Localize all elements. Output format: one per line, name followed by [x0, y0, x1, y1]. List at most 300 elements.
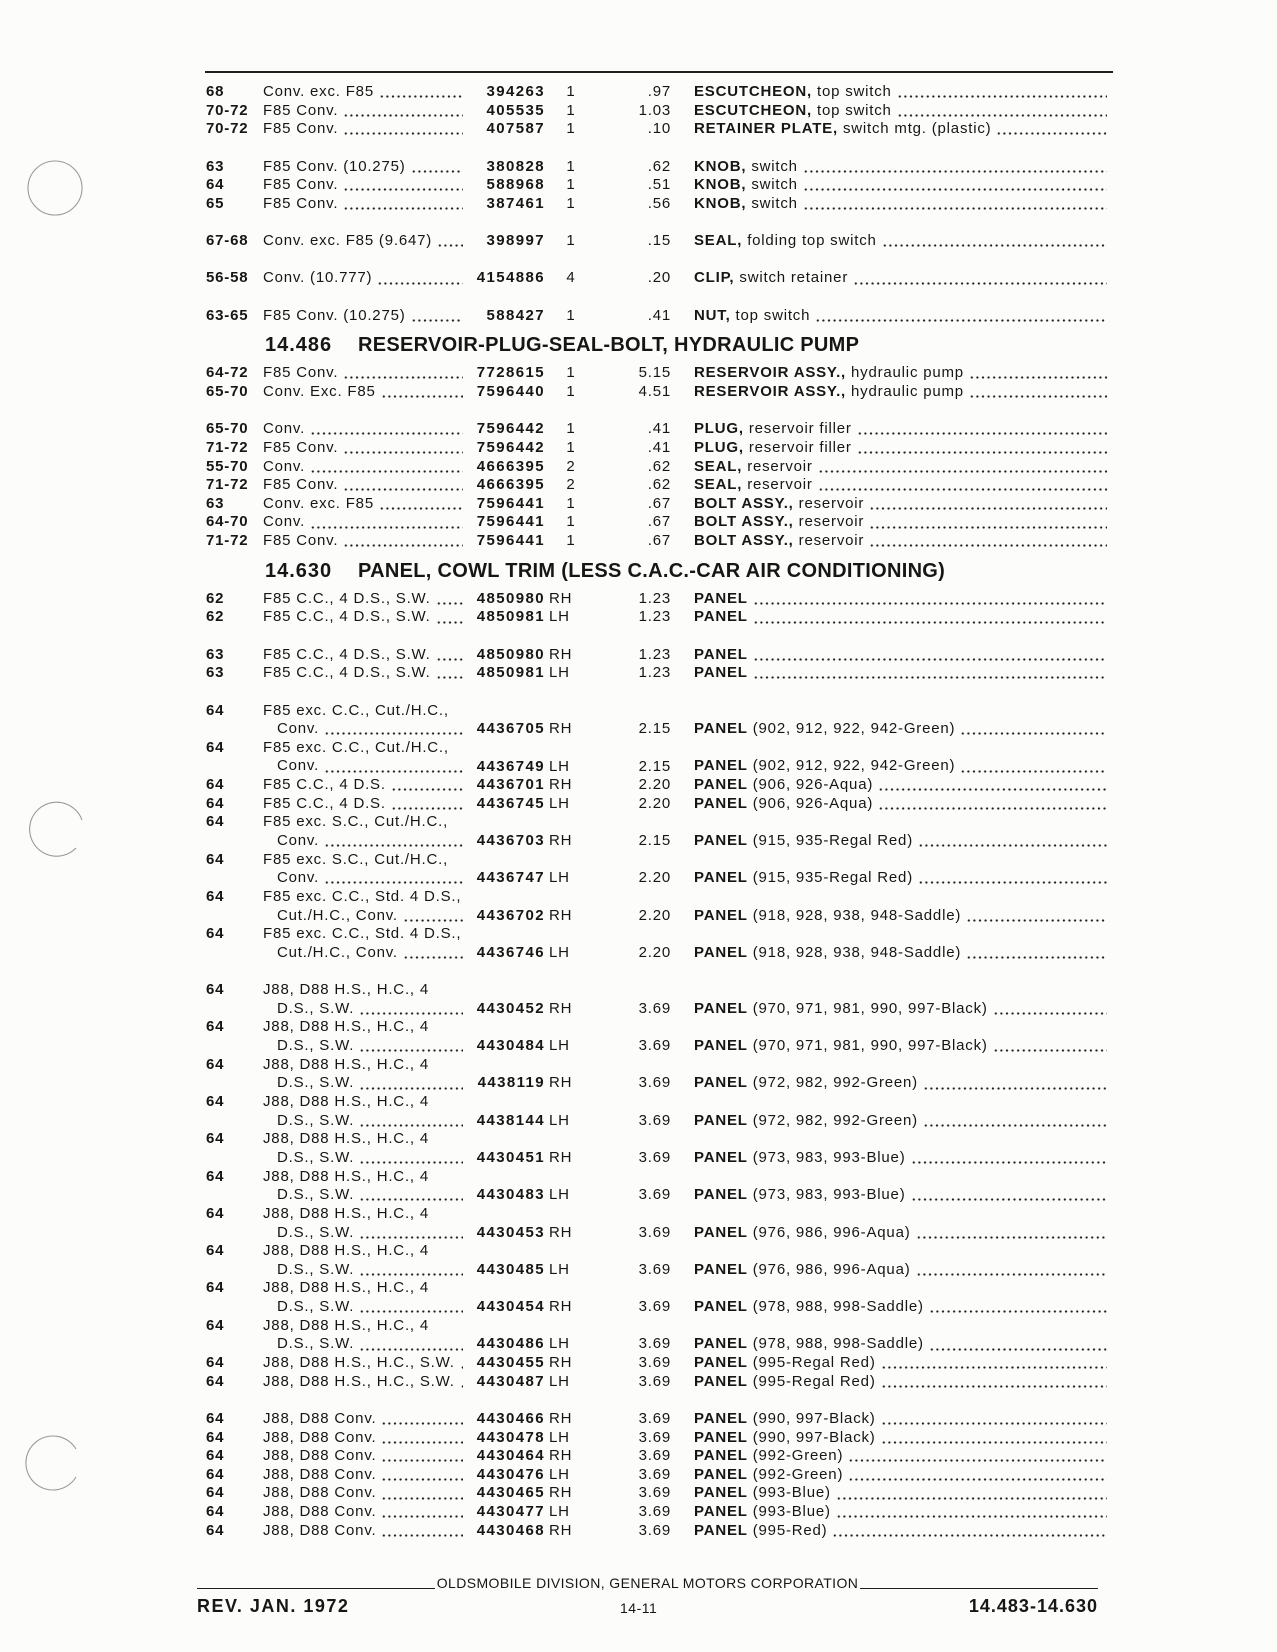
application-cell [263, 195, 463, 214]
part-name: RESERVOIR ASSY., [694, 382, 847, 400]
application-cell [277, 832, 463, 851]
price: 2.20 [638, 794, 671, 812]
price: .41 [647, 306, 671, 324]
part-name: RETAINER PLATE, [694, 120, 838, 138]
part-name-cell [694, 1373, 1107, 1392]
price: .41 [647, 438, 671, 456]
quantity: 1 [566, 306, 576, 324]
part-detail: (995-Red) [752, 1521, 828, 1539]
application-text: Conv. exc. F85 (9.647) [263, 232, 433, 250]
part-detail: (992-Green) [752, 1465, 844, 1483]
part-detail: (973, 983, 993-Blue) [752, 1148, 906, 1166]
price: 1.23 [638, 608, 671, 626]
quantity: 1 [566, 194, 576, 212]
page-number: 14-11 [620, 1600, 658, 1616]
model-year: 70-72 [206, 101, 249, 119]
part-detail: (993-Blue) [752, 1484, 831, 1502]
part-name: NUT, [694, 306, 731, 324]
part-name: BOLT ASSY., [694, 494, 794, 512]
part-number: 7596440 [476, 382, 545, 400]
parts-row [0, 813, 1277, 832]
parts-row [0, 513, 1277, 532]
parts-row [0, 1466, 1277, 1485]
model-year: 64 [206, 1428, 225, 1446]
parts-row [0, 307, 1277, 326]
price: 3.69 [638, 1148, 671, 1166]
model-year: 71-72 [206, 476, 249, 494]
part-number: 4436705 [476, 720, 545, 738]
part-name-cell [694, 1074, 1107, 1093]
part-name: KNOB, [694, 157, 747, 175]
application-text: J88, D88 Conv. [263, 1428, 377, 1446]
part-name: PANEL [694, 999, 748, 1017]
dot-leader [923, 1124, 1107, 1127]
application-cell [263, 1056, 463, 1075]
part-name: PANEL [694, 1074, 748, 1092]
dot-leader [960, 732, 1107, 735]
quantity: 1 [566, 532, 576, 550]
application-cell [263, 1093, 463, 1112]
part-name-cell [694, 1037, 1107, 1056]
application-cell [263, 383, 463, 402]
row-group [0, 702, 1277, 963]
part-number: 405535 [486, 101, 545, 119]
parts-row [0, 232, 1277, 251]
part-number: 4850980 [476, 589, 545, 607]
dot-leader [881, 1422, 1107, 1425]
quantity: 2 [566, 457, 576, 475]
application-cell [263, 1018, 463, 1037]
application-text: D.S., S.W. [277, 1148, 355, 1166]
parts-row [0, 83, 1277, 102]
row-group [0, 364, 1277, 401]
revision-date: REV. JAN. 1972 [197, 1596, 350, 1616]
parts-row [0, 1410, 1277, 1429]
part-number: 4436703 [476, 832, 545, 850]
dot-leader [381, 1441, 463, 1444]
model-year: 64 [206, 1130, 225, 1148]
price: .67 [647, 513, 671, 531]
price: 3.69 [638, 1503, 671, 1521]
row-group [0, 590, 1277, 627]
model-year: 56-58 [206, 269, 249, 287]
part-name: PANEL [694, 1428, 748, 1446]
part-number: 7596441 [476, 494, 545, 512]
model-year: 64 [206, 176, 225, 194]
price: 3.69 [638, 1372, 671, 1390]
side-indicator: RH [549, 1484, 573, 1502]
price: 2.15 [638, 720, 671, 738]
dot-leader [869, 507, 1107, 510]
application-text: F85 C.C., 4 D.S., S.W. [263, 645, 431, 663]
parts-row [0, 158, 1277, 177]
application-text: Conv. [277, 832, 320, 850]
part-detail: (972, 982, 992-Green) [752, 1074, 918, 1092]
price: 2.15 [638, 757, 671, 775]
model-year: 71-72 [206, 532, 249, 550]
dot-leader [916, 1236, 1107, 1239]
parts-row [0, 758, 1277, 777]
dot-leader [918, 844, 1107, 847]
dot-leader [359, 1310, 463, 1313]
part-number: 7596442 [476, 438, 545, 456]
dot-leader [359, 1236, 463, 1239]
dot-leader [343, 188, 463, 191]
dot-leader [310, 526, 463, 529]
part-name: PANEL [694, 1447, 748, 1465]
application-text: F85 Conv. [263, 176, 339, 194]
part-number: 4430452 [476, 999, 545, 1017]
model-year: 64 [206, 1316, 225, 1334]
parts-row [0, 888, 1277, 907]
parts-row [0, 1354, 1277, 1373]
part-name-cell [694, 476, 1107, 495]
part-name: PANEL [694, 1372, 748, 1390]
part-number: 7596442 [476, 420, 545, 438]
parts-row [0, 1429, 1277, 1448]
application-text: D.S., S.W. [277, 1186, 355, 1204]
section-header [0, 557, 1277, 585]
dot-leader [381, 1515, 463, 1518]
dot-leader [359, 1273, 463, 1276]
part-name: PANEL [694, 1353, 748, 1371]
part-number: 4666395 [476, 457, 545, 475]
part-detail: (978, 988, 998-Saddle) [752, 1335, 924, 1353]
parts-row [0, 195, 1277, 214]
parts-row [0, 869, 1277, 888]
dot-leader [878, 807, 1107, 810]
quantity: 1 [566, 120, 576, 138]
part-detail: (992-Green) [752, 1447, 844, 1465]
parts-row [0, 664, 1277, 683]
dot-leader [803, 170, 1107, 173]
parts-row [0, 1186, 1277, 1205]
part-name-cell [694, 102, 1107, 121]
part-name: PANEL [694, 1186, 748, 1204]
application-text: D.S., S.W. [277, 1335, 355, 1353]
part-detail: (990, 997-Black) [752, 1428, 876, 1446]
side-indicator: RH [549, 832, 573, 850]
application-text: F85 exc. C.C., Std. 4 D.S., [263, 887, 462, 905]
dot-leader [897, 95, 1107, 98]
part-detail: reservoir filler [748, 420, 852, 438]
part-number: 4430453 [476, 1223, 545, 1241]
part-name-cell [694, 513, 1107, 532]
application-text: J88, D88 H.S., H.C., S.W. [263, 1353, 455, 1371]
part-number: 4430485 [476, 1260, 545, 1278]
part-detail: hydraulic pump [851, 364, 964, 382]
dot-leader [832, 1534, 1107, 1537]
dot-leader [818, 470, 1107, 473]
dot-leader [853, 282, 1107, 285]
side-indicator: LH [549, 664, 570, 682]
part-detail: (976, 986, 996-Aqua) [752, 1260, 911, 1278]
side-indicator: LH [549, 1037, 570, 1055]
application-text: J88, D88 Conv. [263, 1409, 377, 1427]
quantity: 1 [566, 157, 576, 175]
part-detail: (918, 928, 938, 948-Saddle) [752, 906, 962, 924]
parts-row [0, 1018, 1277, 1037]
price: .97 [647, 83, 671, 100]
part-name: PANEL [694, 776, 748, 794]
parts-row [0, 1000, 1277, 1019]
footer-publisher-line [197, 1573, 1098, 1593]
dot-leader [969, 376, 1107, 379]
model-year: 64 [206, 1447, 225, 1465]
parts-row [0, 851, 1277, 870]
application-cell [263, 1466, 463, 1485]
application-text: J88, D88 H.S., H.C., 4 [263, 1130, 429, 1148]
part-name-cell [694, 1149, 1107, 1168]
parts-row [0, 646, 1277, 665]
part-name: PLUG, [694, 420, 744, 438]
part-detail: switch mtg. (plastic) [842, 120, 992, 138]
side-indicator: RH [549, 906, 573, 924]
side-indicator: LH [549, 1465, 570, 1483]
part-name-cell [694, 1354, 1107, 1373]
application-cell [263, 1168, 463, 1187]
quantity: 1 [566, 494, 576, 512]
model-year: 68 [206, 83, 225, 100]
quantity: 1 [566, 176, 576, 194]
top-rule [205, 71, 1113, 73]
part-name-cell [694, 439, 1107, 458]
quantity: 1 [566, 438, 576, 456]
model-year: 64-70 [206, 513, 249, 531]
dot-leader [969, 395, 1107, 398]
footer-rule-left [197, 1588, 435, 1589]
application-cell [277, 1224, 463, 1243]
application-text: J88, D88 H.S., H.C., 4 [263, 1279, 429, 1297]
parts-row [0, 1037, 1277, 1056]
price: .67 [647, 494, 671, 512]
dot-leader [818, 488, 1107, 491]
price: 3.69 [638, 1223, 671, 1241]
part-detail: (993-Blue) [752, 1503, 831, 1521]
dot-leader [857, 451, 1107, 454]
part-name: PLUG, [694, 438, 744, 456]
price: 3.69 [638, 1335, 671, 1353]
part-number: 4430486 [476, 1335, 545, 1353]
application-text: F85 Conv. [263, 364, 339, 382]
parts-row [0, 364, 1277, 383]
side-indicator: RH [549, 776, 573, 794]
row-group [0, 646, 1277, 683]
part-name: PANEL [694, 1409, 748, 1427]
dot-leader [359, 1124, 463, 1127]
part-number: 4430484 [476, 1037, 545, 1055]
quantity: 4 [566, 269, 576, 287]
price: 3.69 [638, 1465, 671, 1483]
model-year: 64 [206, 1354, 225, 1371]
part-number: 4436749 [476, 757, 545, 775]
parts-row [0, 1447, 1277, 1466]
application-text: Conv. (10.777) [263, 269, 373, 287]
application-text: D.S., S.W. [277, 1111, 355, 1129]
model-year: 64 [206, 776, 225, 794]
parts-row [0, 176, 1277, 195]
dot-leader [897, 114, 1107, 117]
part-name: PANEL [694, 1037, 748, 1055]
part-name-cell [694, 420, 1107, 439]
parts-row [0, 120, 1277, 139]
model-year: 64 [206, 1409, 225, 1427]
parts-row [0, 907, 1277, 926]
side-indicator: LH [549, 757, 570, 775]
model-year: 65 [206, 194, 225, 212]
part-name: PANEL [694, 1503, 748, 1521]
parts-row [0, 458, 1277, 477]
dot-leader [381, 1478, 463, 1481]
side-indicator: LH [549, 1111, 570, 1129]
part-name: PANEL [694, 832, 748, 850]
parts-row [0, 1373, 1277, 1392]
dot-leader [343, 114, 463, 117]
application-cell [263, 646, 463, 665]
part-name: PANEL [694, 1111, 748, 1129]
part-name: PANEL [694, 589, 748, 607]
price: .41 [647, 420, 671, 438]
part-name-cell [694, 776, 1107, 795]
application-cell [263, 608, 463, 627]
dot-leader [324, 770, 463, 773]
part-number: 4430487 [476, 1372, 545, 1390]
dot-leader [391, 807, 463, 810]
part-name: SEAL, [694, 232, 743, 250]
parts-row [0, 1168, 1277, 1187]
price: .51 [647, 176, 671, 194]
part-name-cell [694, 664, 1107, 683]
part-detail: switch [751, 157, 798, 175]
dot-leader [359, 1012, 463, 1015]
application-cell [263, 776, 463, 795]
part-number: 4430478 [476, 1428, 545, 1446]
part-name: PANEL [694, 869, 748, 887]
section-title: RESERVOIR-PLUG-SEAL-BOLT, HYDRAULIC PUMP [358, 334, 860, 357]
price: 1.23 [638, 589, 671, 607]
part-detail: top switch [816, 101, 892, 119]
side-indicator: RH [549, 1148, 573, 1166]
application-text: F85 exc. C.C., Cut./H.C., [263, 738, 449, 756]
dot-leader [343, 451, 463, 454]
parts-row [0, 1298, 1277, 1317]
side-indicator: RH [549, 1409, 573, 1427]
part-detail: reservoir [747, 457, 813, 475]
part-detail: hydraulic pump [851, 382, 964, 400]
part-name: PANEL [694, 943, 748, 961]
parts-row [0, 776, 1277, 795]
application-text: J88, D88 Conv. [263, 1465, 377, 1483]
dot-leader [310, 432, 463, 435]
price: 3.69 [638, 1074, 671, 1092]
price: .62 [647, 457, 671, 475]
price: 1.23 [638, 664, 671, 682]
parts-row [0, 495, 1277, 514]
application-text: F85 Conv. [263, 120, 339, 138]
dot-leader [815, 319, 1107, 322]
part-number: 4850981 [476, 608, 545, 626]
dot-leader [881, 1385, 1107, 1388]
dot-leader [996, 132, 1107, 135]
application-cell [277, 758, 463, 777]
parts-row [0, 1224, 1277, 1243]
dot-leader [929, 1310, 1107, 1313]
application-text: J88, D88 H.S., H.C., 4 [263, 1242, 429, 1260]
application-text: D.S., S.W. [277, 1260, 355, 1278]
part-number: 407587 [486, 120, 545, 138]
part-name: KNOB, [694, 176, 747, 194]
part-detail: (972, 982, 992-Green) [752, 1111, 918, 1129]
application-text: J88, D88 H.S., H.C., S.W. [263, 1372, 455, 1390]
part-number: 4436745 [476, 794, 545, 812]
part-detail: (906, 926-Aqua) [752, 776, 874, 794]
part-number: 4666395 [476, 476, 545, 494]
side-indicator: RH [549, 1298, 573, 1316]
application-text: F85 C.C., 4 D.S. [263, 776, 386, 794]
parts-row [0, 944, 1277, 963]
application-text: F85 exc. C.C., Cut./H.C., [263, 701, 449, 719]
section-header [0, 331, 1277, 359]
dot-leader [753, 602, 1107, 605]
part-number: 4430465 [476, 1484, 545, 1502]
application-cell [263, 176, 463, 195]
dot-leader [343, 207, 463, 210]
side-indicator: RH [549, 1223, 573, 1241]
price: 2.20 [638, 943, 671, 961]
dot-leader [929, 1348, 1107, 1351]
application-text: F85 exc. S.C., Cut./H.C., [263, 850, 449, 868]
dot-leader [869, 544, 1107, 547]
application-cell [263, 1429, 463, 1448]
model-year: 64 [206, 850, 225, 868]
dot-leader [753, 621, 1107, 624]
application-text: J88, D88 H.S., H.C., 4 [263, 1316, 429, 1334]
quantity: 1 [566, 420, 576, 438]
application-text: J88, D88 Conv. [263, 1521, 377, 1539]
model-year: 64 [206, 887, 225, 905]
parts-row [0, 590, 1277, 609]
dot-leader [391, 788, 463, 791]
application-text: Conv. [263, 457, 306, 475]
model-year: 64 [206, 1093, 225, 1111]
price: .15 [647, 232, 671, 250]
application-text: Conv. [263, 513, 306, 531]
part-name: CLIP, [694, 269, 735, 287]
dot-leader [381, 1534, 463, 1537]
application-text: J88, D88 H.S., H.C., 4 [263, 1167, 429, 1185]
parts-row [0, 420, 1277, 439]
price: 3.69 [638, 999, 671, 1017]
side-indicator: RH [549, 1521, 573, 1539]
application-text: J88, D88 H.S., H.C., 4 [263, 1204, 429, 1222]
part-name: PANEL [694, 645, 748, 663]
part-name-cell [694, 1112, 1107, 1131]
price: 3.69 [638, 1298, 671, 1316]
dot-leader [878, 788, 1107, 791]
parts-row [0, 1317, 1277, 1336]
application-text: F85 C.C., 4 D.S., S.W. [263, 608, 431, 626]
part-name: PANEL [694, 1484, 748, 1502]
part-number: 387461 [486, 194, 545, 212]
application-cell [277, 869, 463, 888]
part-name-cell [694, 158, 1107, 177]
parts-row [0, 439, 1277, 458]
dot-leader [403, 919, 463, 922]
application-cell [263, 1317, 463, 1336]
part-name: BOLT ASSY., [694, 532, 794, 550]
part-name: PANEL [694, 1335, 748, 1353]
dot-leader [381, 1422, 463, 1425]
